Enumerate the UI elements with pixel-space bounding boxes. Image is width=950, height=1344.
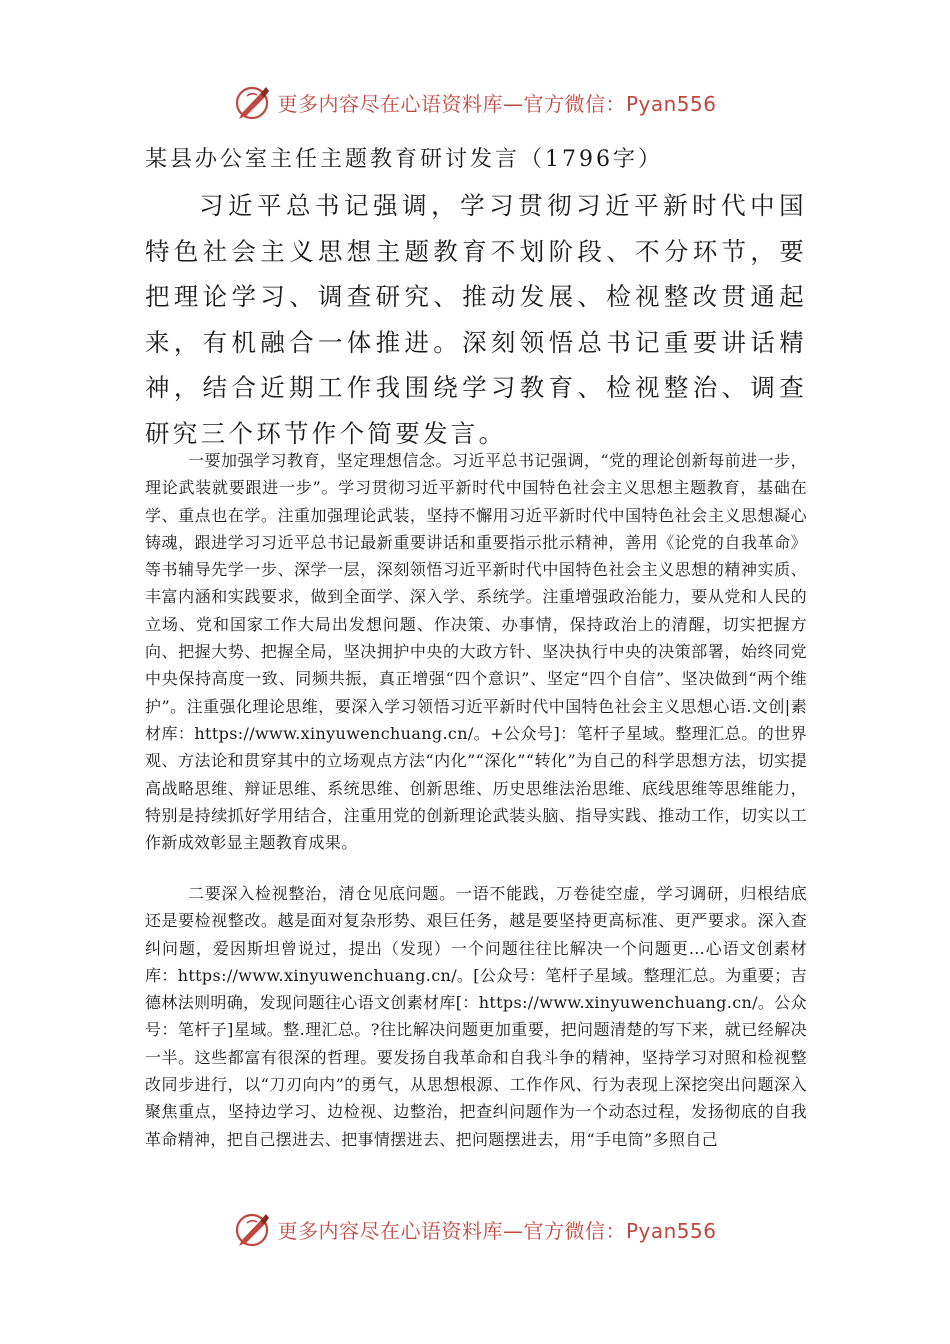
body-paragraph-2: 二要深入检视整治，清仓见底问题。一语不能践，万卷徒空虚，学习调研，归根结底还是要检视整改。越是面对复杂形势、艰巨任务，越是要坚持更高标准、更严要求。深入查纠问题，爱因斯坦曾说过，提出（发现）一个问题往往比解决一个问题更…心语文创素材库：https://www.xinyuwenchuang.cn/。[公众号：笔杆子星域。整理汇总。为重要；吉德林法则明确，发现问题往心语文创素材库[：https://www.xinyuwenchuang.cn/。公众号：笔杆子]星域。整.理汇总。?往比解决问题更加重要，把问题清楚的写下来，就已经解决一半。这些都富有很深的哲理。要发扬自我革命和自我斗争的精神，坚持学习对照和检视整改同步进行，以“刀刃向内”的勇气，从思想根源、工作作风、行为表现上深挖突出问题深入聚焦重点，坚持边学习、边检视、边整治，把查纠问题作为一个动态过程，发扬彻底的自我革命精神，把自己摆进去、把事情摆进去、把问题摆进去，用“手电筒”多照自己: [145, 884, 807, 1149]
header-banner: [0, 80, 950, 124]
pen-logo-icon: [233, 1209, 273, 1249]
banner-text: 更多内容尽在心语资料库—官方微信：Pyan556: [277, 91, 717, 116]
banner-text: 更多内容尽在心语资料库—官方微信：Pyan556: [277, 1218, 717, 1243]
intro-paragraph: 习近平总书记强调，学习贯彻习近平新时代中国特色社会主义思想主题教育不划阶段、不分环节，要把理论学习、调查研究、推动发展、检视整改贯通起来，有机融合一体推进。深刻领悟总书记重要讲话精神，结合近期工作我围绕学习教育、检视整治、调查研究三个环节作个简要发言。: [145, 191, 807, 448]
pen-logo-icon: [233, 82, 273, 122]
body-paragraph-1: 一要加强学习教育，坚定理想信念。习近平总书记强调，“党的理论创新每前进一步，理论武装就要跟进一步”。学习贯彻习近平新时代中国特色社会主义思想主题教育，基础在学、重点也在学。注重加强理论武装，坚持不懈用习近平新时代中国特色社会主义思想凝心铸魂，跟进学习习近平总书记最新重要讲话和重要指示批示精神，善用《论党的自我革命》等书辅导先学一步、深学一层，深刻领悟习近平新时代中国特色社会主义思想的精神实质、丰富内涵和实践要求，做到全面学、深入学、系统学。注重增强政治能力，要从党和人民的立场、党和国家工作大局出发想问题、作决策、办事情，保持政治上的清醒，切实把握方向、把握大势、把握全局，坚决拥护中央的大政方针、坚决执行中央的决策部署，始终同党中央保持高度一致、同频共振，真正增强“四个意识”、坚定“四个自信”、坚决做到“两个维护”。注重强化理论思维，要深入学习领悟习近平新时代中国特色社会主义思想心语.文创|素材库：https://www.xinyuwenchuang.cn/。+公众号]：笔杆子星域。整理汇总。的世界观、方法论和贯穿其中的立场观点方法“内化”“深化”“转化”为自己的科学思想方法，切实提高战略思维、辩证思维、系统思维、创新思维、历史思维法治思维、底线思维等思维能力，特别是持续抓好学用结合，注重用党的创新理论武装头脑、指导实践、推动工作，切实以工作新成效彰显主题教育成果。: [145, 451, 807, 853]
footer-banner: [0, 1207, 950, 1251]
document-title: 某县办公室主任主题教育研讨发言（1796字）: [145, 147, 663, 172]
